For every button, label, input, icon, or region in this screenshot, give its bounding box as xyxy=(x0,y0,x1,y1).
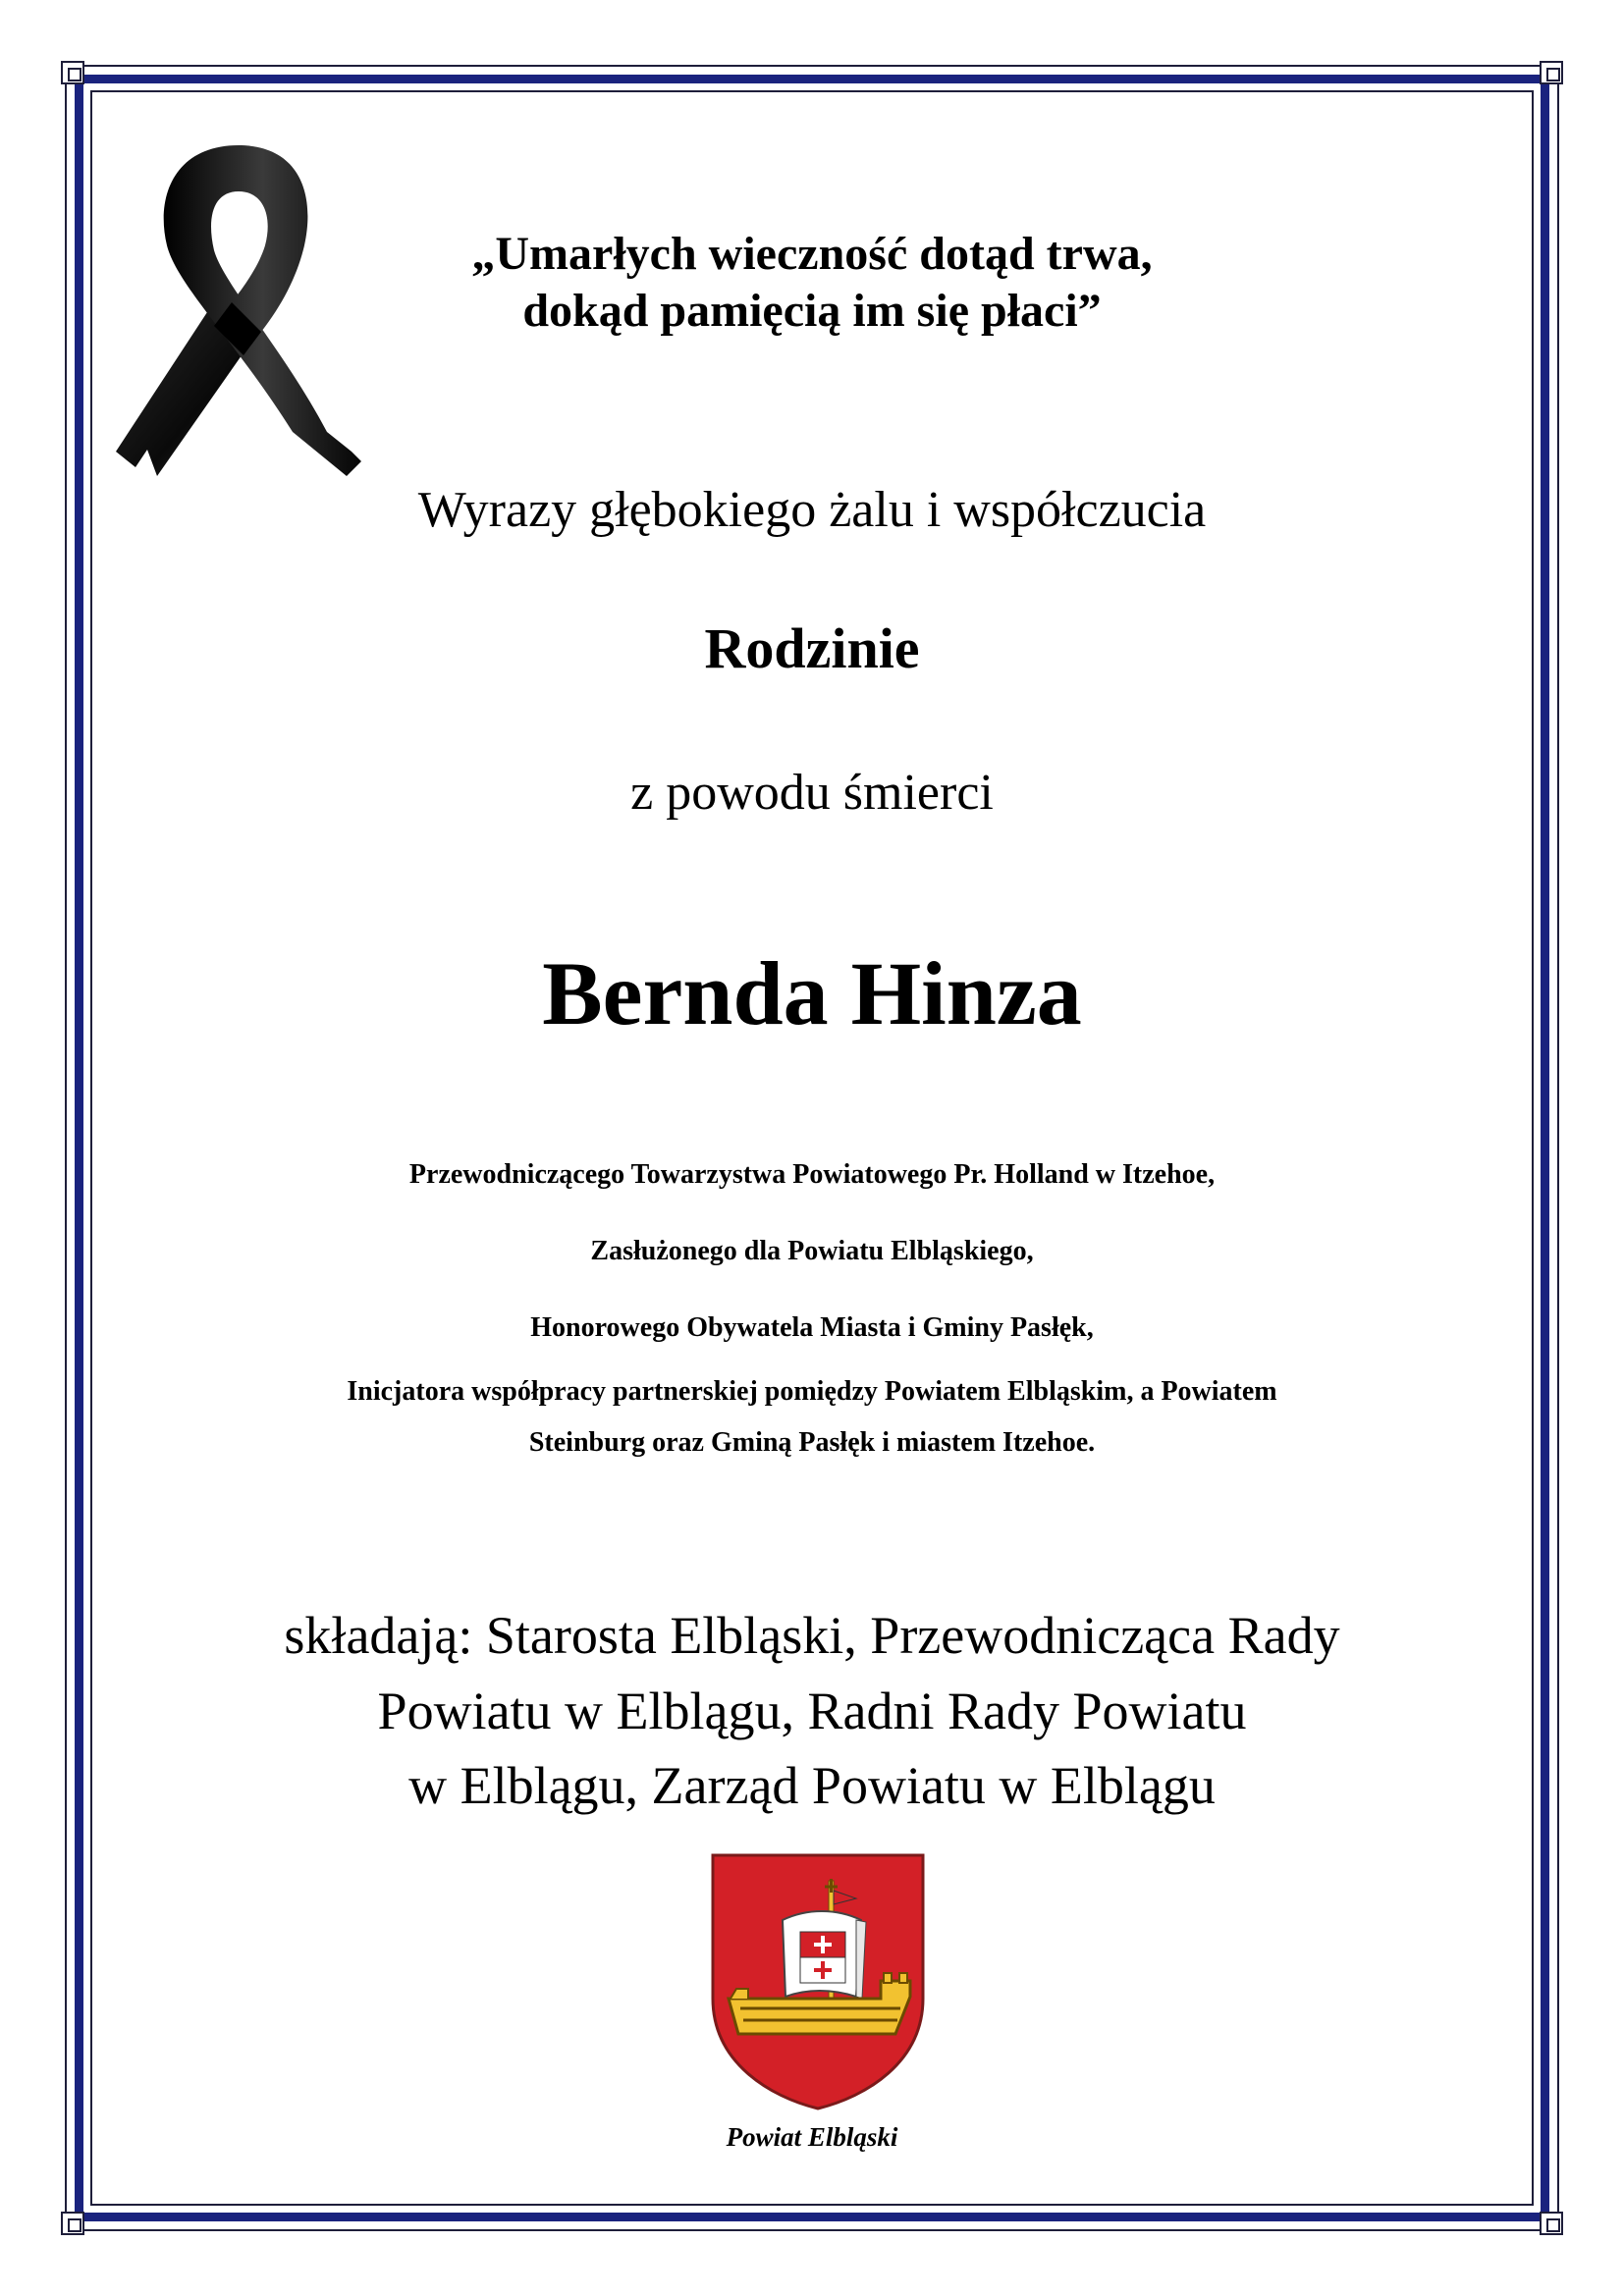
signers-line-1: składają: Starosta Elbląski, Przewodnicząca Rady xyxy=(284,1606,1340,1665)
crest-caption: Powiat Elbląski xyxy=(726,2122,898,2152)
title-line: Zasłużonego dla Powiatu Elbląskiego, xyxy=(590,1236,1034,1266)
deceased-name: Bernda Hinza xyxy=(542,943,1082,1043)
recipient: Rodzinie xyxy=(704,616,920,680)
title-line: Steinburg oraz Gminą Pasłęk i miastem Itzehoe. xyxy=(528,1427,1096,1458)
memorial-quote xyxy=(0,226,1624,339)
powiat-elblaski-coat-of-arms-icon xyxy=(709,1851,927,2111)
frame-corner-bottom-left xyxy=(61,2212,84,2235)
signers-line-2: Powiatu w Elblągu, Radni Rady Powiatu xyxy=(377,1681,1247,1740)
quote-line-1: „Umarłych wieczność dotąd trwa, xyxy=(471,228,1153,280)
deceased-titles xyxy=(0,1137,1624,1468)
frame-corner-bottom-right xyxy=(1540,2212,1563,2235)
title-line: Honorowego Obywatela Miasta i Gminy Pasłęk, xyxy=(530,1312,1094,1343)
condolence-heading: Wyrazy głębokiego żalu i współczucia xyxy=(417,482,1207,538)
frame-corner-top-right xyxy=(1540,61,1563,84)
quote-line-2: dokąd pamięcią im się płaci” xyxy=(522,284,1102,337)
reason: z powodu śmierci xyxy=(630,765,994,821)
frame-corner-top-left xyxy=(61,61,84,84)
title-line: Przewodniczącego Towarzystwa Powiatowego Pr. Holland w Itzehoe, xyxy=(408,1159,1216,1190)
signers-line-3: w Elblągu, Zarząd Powiatu w Elblągu xyxy=(408,1756,1216,1816)
signers xyxy=(0,1598,1624,1824)
title-line: Inicjatora współpracy partnerskiej pomiędzy Powiatem Elbląskim, a Powiatem xyxy=(347,1376,1277,1407)
